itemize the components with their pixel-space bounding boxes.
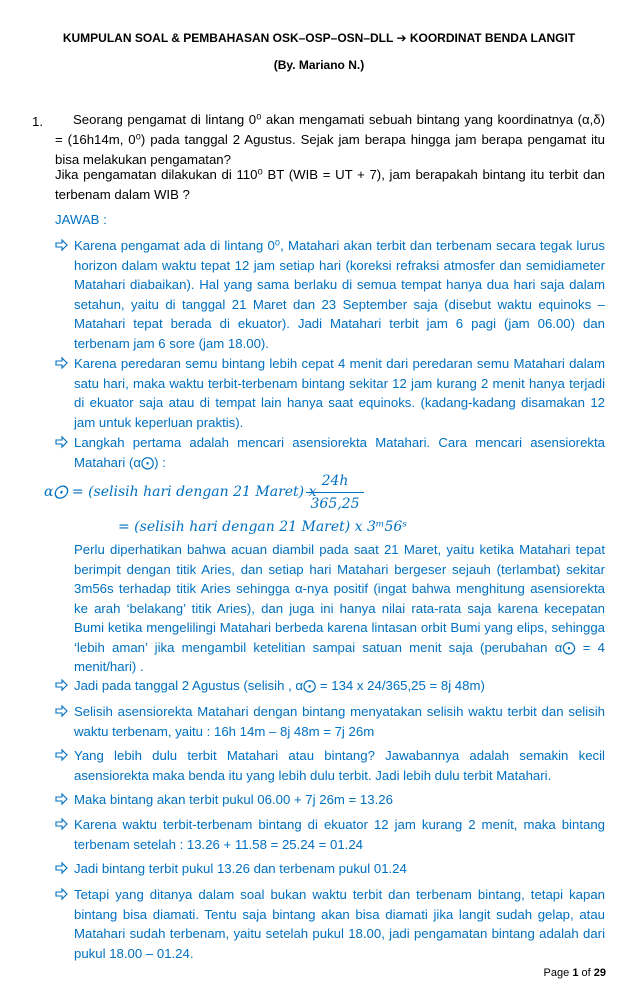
question-part1: Seorang pengamat di lintang 0⁰ akan mengamati sebuah bintang yang koordinatnya (α,δ) = (16h14m, 0⁰) pada tanggal 2 Agustus. Sejak jam berapa hingga jam berapa pengamat itu bisa melakukan pengamatan? [55,112,605,167]
formula-fraction-numerator: 24h [321,473,349,489]
arrow-right-icon [55,861,69,875]
page-of: of [581,967,591,979]
page-total: 29 [593,967,606,979]
answer-bullet [55,702,605,741]
page-current: 1 [572,967,579,979]
arrow-right-icon [55,238,69,252]
formula-fraction-denominator: 365,25 [310,496,360,512]
answer-bullet-text: Karena waktu terbit-terbenam bintang di ekuator 12 jam kurang 2 menit, maka bintang terbenam setelah : 13.26 + 11.58 = 25.24 = 01.24 [74,817,605,852]
arrow-right-icon [55,817,69,831]
answer-bullet [55,746,605,785]
answer-bullet-text: Jadi bintang terbit pukul 13.26 dan terbenam pukul 01.24 [74,861,407,876]
question-text [55,110,605,170]
formula-line-1: α⨀ = (selisih hari dengan 21 Maret) x [44,484,317,500]
answer-bullet-text: Maka bintang akan terbit pukul 06.00 + 7j 26m = 13.26 [74,792,393,807]
answer-bullet [55,790,605,810]
document-title: KUMPULAN SOAL & PEMBAHASAN OSK–OSP–OSN–DLL ➔ KOORDINAT BENDA LANGIT [62,31,576,45]
answer-bullet [55,433,605,472]
answer-bullet [55,859,605,879]
answer-bullet-text: Tetapi yang ditanya dalam soal bukan waktu terbit dan terbenam bintang, tetapi kapan bintang bisa diamati. Tentu saja bintang akan bisa diamati jika langit sudah gelap, atau Matahari sudah terbenam, yaitu setelah pukul 18.00, jadi pengamatan bintang adalah dari pukul 18.00 – 01.24. [74,887,605,961]
formula-line-2: = (selisih hari dengan 21 Maret) x 3ᵐ56ˢ [118,519,408,535]
document-author: (By. Mariano N.) [273,58,365,72]
answer-label: JAWAB : [55,212,107,227]
arrow-right-icon [55,748,69,762]
arrow-right-icon [55,678,69,692]
formula-fraction [306,472,364,513]
formula-fraction-bar [306,492,364,493]
answer-bullet [55,354,605,432]
page-label: Page [543,967,570,979]
question-number: 1. [32,114,43,129]
answer-bullet-text: Langkah pertama adalah mencari asensiorekta Matahari. Cara mencari asensiorekta Matahari (α⨀) : [74,435,605,470]
arrow-right-icon [55,435,69,449]
answer-bullet [55,885,605,963]
question-text-2: Jika pengamatan dilakukan di 110⁰ BT (WIB = UT + 7), jam berapakah bintang itu terbit dan terbenam dalam WIB ? [55,167,605,202]
answer-bullet-text: Karena peredaran semu bintang lebih cepat 4 menit dari peredaran semu Matahari dalam satu hari, maka waktu terbit-terbenam bintang sekitar 12 jam kurang 2 menit hanya terjadi di ekuator saja atau di tempat lain hanya saat equinoks. (kadang-kadang disamakan 12 jam untuk keperluan praktis). [74,356,605,430]
answer-bullet [55,676,605,696]
answer-note: Perlu diperhatikan bahwa acuan diambil pada saat 21 Maret, yaitu ketika Matahari tepat berimpit dengan titik Aries, dan setiap hari Matahari bergeser sejauh (terlambat) sekitar 3m56s terhadap titik Aries sehingga α-nya positif (ingat bahwa menghitung asensiorekta ke arah ‘belakang’ titik Aries), dan juga ini hanya nilai rata-rata saja karena kecepatan Bumi ketika mengelilingi Matahari berbeda karena lintasan orbit Bumi yang elips, sehingga ‘lebih aman’ jika mengambil ketelitian sampai satuan menit saja (perubahan α⨀ = 4 menit/hari) . [74,542,605,674]
arrow-right-icon [55,887,69,901]
answer-bullet [55,236,605,353]
arrow-right-icon [55,792,69,806]
answer-bullet-text: Karena pengamat ada di lintang 0⁰, Matahari akan terbit dan terbenam secara tegak lurus horizon dalam waktu tepat 12 jam setiap hari (koreksi refraksi atmosfer dan semidiameter Matahari diabaikan). Hal yang sama berlaku di semua tempat hanya dua hari saja dalam setahun, yaitu di tanggal 21 Maret dan 23 September saja (disebut waktu equinoks – Matahari tepat berada di ekuator). Jadi Matahari terbit jam 6 pagi (jam 06.00) dan terbenam jam 6 sore (jam 18.00). [74,238,605,351]
answer-bullet [55,815,605,854]
answer-bullet-text: Jadi pada tanggal 2 Agustus (selisih , α⨀ = 134 x 24/365,25 = 8j 48m) [74,678,485,693]
answer-bullet-text: Yang lebih dulu terbit Matahari atau bintang? Jawabannya adalah semakin kecil asensiorekta maka benda itu yang lebih dulu terbit. Jadi lebih dulu terbit Matahari. [74,748,605,783]
arrow-right-icon [55,704,69,718]
arrow-right-icon [55,356,69,370]
page-footer [544,967,606,979]
answer-bullet-text: Selisih asensiorekta Matahari dengan bintang menyatakan selisih waktu terbit dan selisih waktu terbenam, yaitu : 16h 14m – 8j 48m = 7j 26m [74,704,605,739]
